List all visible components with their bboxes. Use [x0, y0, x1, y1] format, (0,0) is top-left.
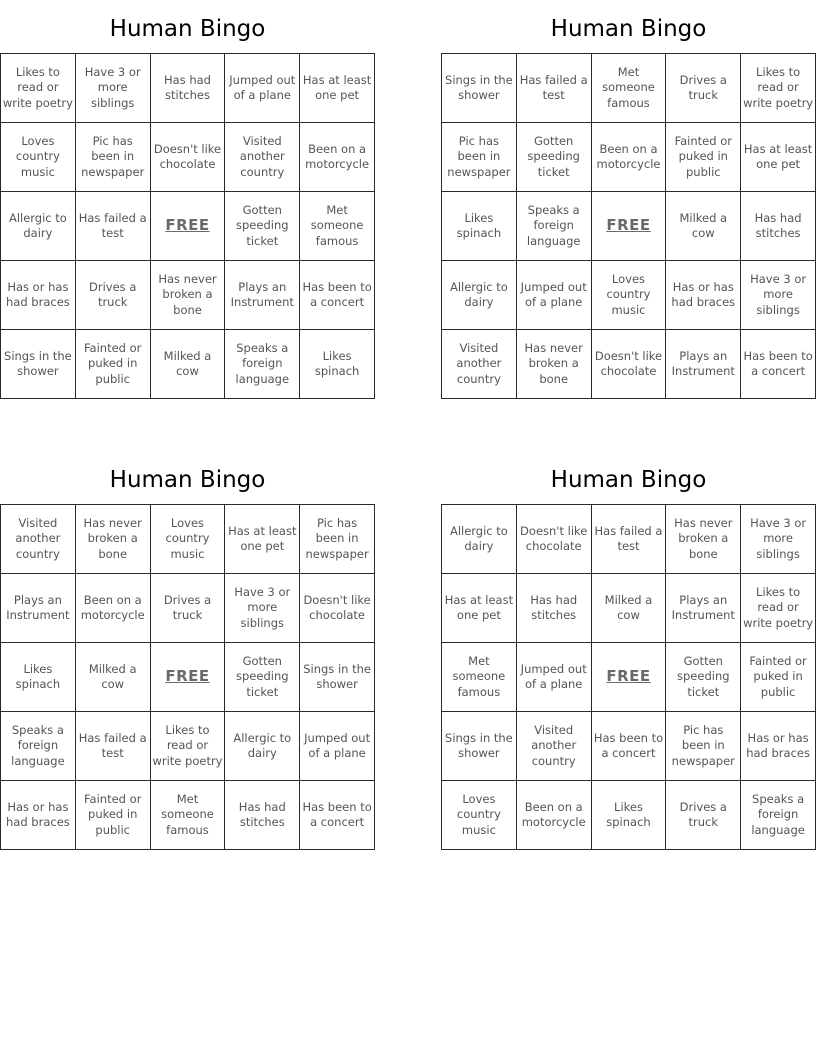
bingo-cell: Has never broken a bone	[666, 505, 741, 574]
bingo-cell: Has never broken a bone	[75, 505, 150, 574]
grid-row	[442, 261, 816, 330]
bingo-cell: Fainted or puked in public	[75, 781, 150, 850]
bingo-cell: Milked a cow	[666, 192, 741, 261]
bingo-cell: Likes spinach	[442, 192, 517, 261]
bingo-cell: Has or has had braces	[741, 712, 816, 781]
bingo-cell: Loves country music	[1, 123, 76, 192]
bingo-cell: Visited another country	[225, 123, 300, 192]
bingo-cell: Has or has had braces	[1, 781, 76, 850]
bingo-cell: Fainted or puked in public	[75, 330, 150, 399]
bingo-cell: Milked a cow	[591, 574, 666, 643]
bingo-cell: Likes to read or write poetry	[1, 54, 76, 123]
bingo-cell: Fainted or puked in public	[666, 123, 741, 192]
grid-row	[442, 54, 816, 123]
bingo-cell: Allergic to dairy	[225, 712, 300, 781]
bingo-cell: Has been to a concert	[300, 261, 375, 330]
grid-row	[1, 574, 375, 643]
grid-row	[442, 505, 816, 574]
bingo-cell: Likes to read or write poetry	[150, 712, 225, 781]
grid-row	[1, 505, 375, 574]
bingo-cell: Has never broken a bone	[516, 330, 591, 399]
bingo-cell: Have 3 or more siblings	[741, 261, 816, 330]
bingo-cell: Drives a truck	[150, 574, 225, 643]
bingo-cell: Have 3 or more siblings	[741, 505, 816, 574]
bingo-cell: Loves country music	[591, 261, 666, 330]
free-cell: FREE	[591, 643, 666, 712]
bingo-cell: Visited another country	[516, 712, 591, 781]
bingo-cell: Have 3 or more siblings	[75, 54, 150, 123]
bingo-cell: Sings in the shower	[1, 330, 76, 399]
bingo-cell: Plays an Instrument	[666, 330, 741, 399]
bingo-cell: Loves country music	[442, 781, 517, 850]
bingo-cell: Sings in the shower	[300, 643, 375, 712]
card-title: Human Bingo	[550, 16, 707, 42]
bingo-cell: Sings in the shower	[442, 712, 517, 781]
bingo-cell: Gotten speeding ticket	[225, 643, 300, 712]
bingo-cell: Visited another country	[1, 505, 76, 574]
bingo-cell: Plays an Instrument	[666, 574, 741, 643]
bingo-cell: Likes spinach	[591, 781, 666, 850]
bingo-cell: Has failed a test	[516, 54, 591, 123]
bingo-cell: Jumped out of a plane	[225, 54, 300, 123]
bingo-cell: Jumped out of a plane	[516, 261, 591, 330]
bingo-cell: Has had stitches	[741, 192, 816, 261]
bingo-cell: Gotten speeding ticket	[225, 192, 300, 261]
bingo-cell: Met someone famous	[591, 54, 666, 123]
bingo-cell: Plays an Instrument	[1, 574, 76, 643]
bingo-cell: Gotten speeding ticket	[516, 123, 591, 192]
bingo-cell: Been on a motorcycle	[516, 781, 591, 850]
grid-row	[442, 643, 816, 712]
grid-row	[442, 712, 816, 781]
bingo-cell: Been on a motorcycle	[75, 574, 150, 643]
bingo-cell: Has been to a concert	[300, 781, 375, 850]
bingo-cell: Loves country music	[150, 505, 225, 574]
bingo-cell: Drives a truck	[666, 54, 741, 123]
grid-row	[442, 330, 816, 399]
bingo-cell: Plays an Instrument	[225, 261, 300, 330]
bingo-cell: Allergic to dairy	[442, 505, 517, 574]
bingo-cell: Has never broken a bone	[150, 261, 225, 330]
bingo-cell: Gotten speeding ticket	[666, 643, 741, 712]
bingo-cell: Has at least one pet	[442, 574, 517, 643]
bingo-card-3	[0, 464, 375, 837]
bingo-cell: Speaks a foreign language	[741, 781, 816, 850]
bingo-cell: Has failed a test	[75, 712, 150, 781]
bingo-cell: Sings in the shower	[442, 54, 517, 123]
grid-row	[1, 781, 375, 850]
bingo-cell: Speaks a foreign language	[1, 712, 76, 781]
grid-row	[442, 123, 816, 192]
bingo-cell: Milked a cow	[75, 643, 150, 712]
free-cell: FREE	[150, 643, 225, 712]
bingo-grid	[0, 504, 375, 850]
bingo-cell: Doesn't like chocolate	[516, 505, 591, 574]
grid-row	[1, 330, 375, 399]
grid-row	[1, 54, 375, 123]
grid-row	[442, 781, 816, 850]
bingo-cell: Speaks a foreign language	[225, 330, 300, 399]
bingo-cell: Allergic to dairy	[1, 192, 76, 261]
bingo-cell: Met someone famous	[300, 192, 375, 261]
bingo-cell: Has at least one pet	[225, 505, 300, 574]
bingo-cell: Likes to read or write poetry	[741, 54, 816, 123]
bingo-cell: Pic has been in newspaper	[666, 712, 741, 781]
bingo-cell: Speaks a foreign language	[516, 192, 591, 261]
bingo-cell: Milked a cow	[150, 330, 225, 399]
bingo-cell: Has had stitches	[225, 781, 300, 850]
grid-row	[442, 192, 816, 261]
bingo-cell: Met someone famous	[150, 781, 225, 850]
card-title: Human Bingo	[109, 16, 266, 42]
bingo-cell: Drives a truck	[75, 261, 150, 330]
bingo-cell: Has been to a concert	[741, 330, 816, 399]
bingo-cell: Have 3 or more siblings	[225, 574, 300, 643]
bingo-cell: Pic has been in newspaper	[75, 123, 150, 192]
bingo-cell: Likes spinach	[300, 330, 375, 399]
bingo-cell: Pic has been in newspaper	[300, 505, 375, 574]
card-title: Human Bingo	[550, 467, 707, 493]
bingo-cell: Likes spinach	[1, 643, 76, 712]
bingo-cell: Visited another country	[442, 330, 517, 399]
bingo-grid	[441, 53, 816, 399]
grid-row	[1, 123, 375, 192]
bingo-cell: Jumped out of a plane	[300, 712, 375, 781]
bingo-grid	[0, 53, 375, 399]
bingo-cell: Has failed a test	[75, 192, 150, 261]
card-title: Human Bingo	[109, 467, 266, 493]
free-cell: FREE	[591, 192, 666, 261]
bingo-cell: Been on a motorcycle	[591, 123, 666, 192]
bingo-card-2	[441, 13, 816, 386]
grid-row	[442, 574, 816, 643]
bingo-card-1	[0, 13, 375, 386]
bingo-cell: Doesn't like chocolate	[300, 574, 375, 643]
bingo-cell: Has had stitches	[516, 574, 591, 643]
grid-row	[1, 192, 375, 261]
bingo-cell: Fainted or puked in public	[741, 643, 816, 712]
bingo-cell: Allergic to dairy	[442, 261, 517, 330]
bingo-cell: Doesn't like chocolate	[591, 330, 666, 399]
grid-row	[1, 712, 375, 781]
bingo-cell: Has or has had braces	[1, 261, 76, 330]
bingo-cell: Has at least one pet	[300, 54, 375, 123]
grid-row	[1, 643, 375, 712]
bingo-cell: Has failed a test	[591, 505, 666, 574]
bingo-cell: Been on a motorcycle	[300, 123, 375, 192]
bingo-cell: Doesn't like chocolate	[150, 123, 225, 192]
bingo-cell: Likes to read or write poetry	[741, 574, 816, 643]
bingo-grid	[441, 504, 816, 850]
bingo-cell: Met someone famous	[442, 643, 517, 712]
bingo-cell: Has had stitches	[150, 54, 225, 123]
bingo-cell: Has or has had braces	[666, 261, 741, 330]
bingo-cell: Has been to a concert	[591, 712, 666, 781]
free-cell: FREE	[150, 192, 225, 261]
bingo-cell: Pic has been in newspaper	[442, 123, 517, 192]
bingo-cell: Drives a truck	[666, 781, 741, 850]
bingo-cell: Jumped out of a plane	[516, 643, 591, 712]
bingo-cell: Has at least one pet	[741, 123, 816, 192]
bingo-card-4	[441, 464, 816, 837]
grid-row	[1, 261, 375, 330]
